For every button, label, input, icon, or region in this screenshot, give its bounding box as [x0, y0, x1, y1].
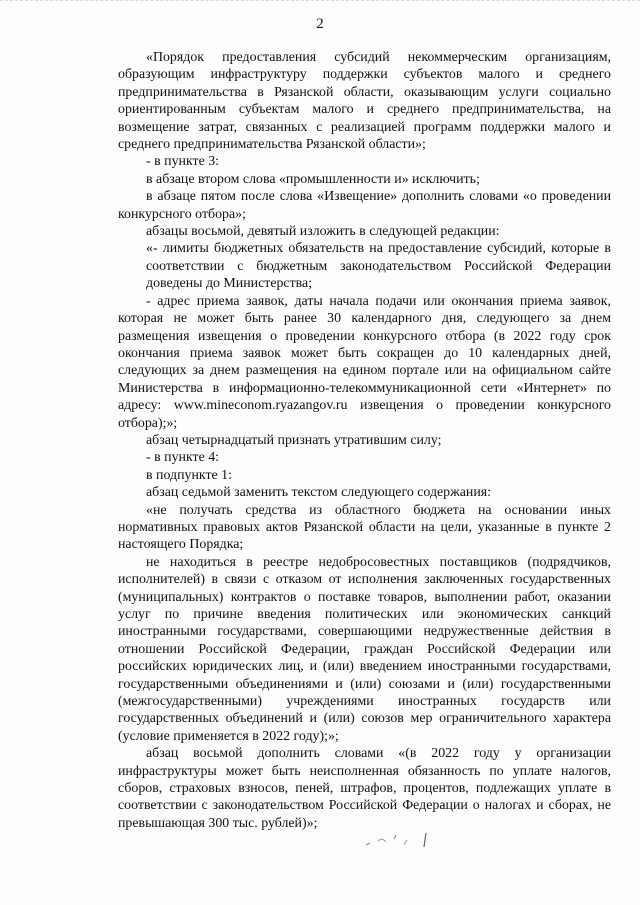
paragraph-point-3: - в пункте 3:: [146, 154, 220, 170]
paragraph-order-title: «Порядок предоставления субсидий некоммерческим организациям, образующим инфраструктуру поддержки субъектов малого и среднего предпринимательства в Рязанской области, оказывающим услуги социально ориентированным субъектам малого и среднего предпринимательства, на возмещение затрат, связанных с реализацией программ поддержки малого и среднего предпринимательства Рязанской области»;: [118, 50, 611, 153]
paragraph-second-abzac: в абзаце втором слова «промышленности и» исключить;: [146, 171, 480, 187]
pen-marks: [360, 825, 440, 855]
scan-edge-line: [0, 0, 640, 4]
paragraph-fifth-abzac: в абзаце пятом после слова «Извещение» дополнить словами «о проведении конкурсного отбора»;: [118, 189, 611, 222]
paragraph-eighth-add: абзац восьмой дополнить словами «(в 2022 году у организации инфраструктуры может быть неисполненная обязанность по уплате налогов, сборов, страховых взносов, пеней, штрафов, процентов, подлежащих уплате в соответствии с законодательством Российской Федерации о налогах и сборах, не превышающая 300 тыс. рублей)»;: [118, 746, 611, 831]
paragraph-seventh-replace: абзац седьмой заменить текстом следующего содержания:: [146, 485, 492, 501]
paragraph-address: - адрес приема заявок, даты начала подачи или окончания приема заявок, которая не может быть ранее 30 календарного дня, следующего за днем размещения извещения о проведении конкурсного отбора (в 2022 году срок окончания приема заявок может быть сокращен до 10 календарных дней, следующих за днем размещения на едином портале или на официальном сайте Министерства в информационно-телекоммуникационной сети «Интернет» по адресу: www.mineconom.ryazangov.ru извещения о проведении конкурсного отбора);»;: [118, 293, 611, 431]
paragraph-not-receive: «не получать средства из областного бюджета на основании иных нормативных правовых актов Рязанской области на цели, указанные в пункте 2 настоящего Порядка;: [118, 502, 611, 553]
paragraph-registry: не находиться в реестре недобросовестных поставщиков (подрядчиков, исполнителей) в связи с отказом от исполнения заключенных государственных (муниципальных) контрактов о поставке товаров, выполнении работ, оказании услуг по причине введения политических или экономических санкций иностранными государствами, совершающими недружественные действия в отношении Российской Федерации, граждан Российской Федерации или российских юридических лиц, и (или) введением иностранными государствами, государственными объединениями и (или) союзами и (или) государственными (межгосударственными) учреждениями иностранных государств или государственных объединений и (или) союзов мер ограничительного характера (условие применяется в 2022 году);»;: [118, 554, 611, 744]
paragraph-limits: «- лимиты бюджетных обязательств на предоставление субсидий, которые в соответствии с бюджетным законодательством Российской Федерации доведены до Министерства;: [146, 241, 611, 292]
document-body: [118, 49, 611, 832]
paragraph-eighth-ninth: абзацы восьмой, девятый изложить в следующей редакции:: [146, 224, 500, 240]
paragraph-point-4: - в пункте 4:: [146, 450, 220, 466]
paragraph-fourteenth: абзац четырнадцатый признать утратившим силу;: [146, 432, 442, 448]
page-number: 2: [316, 16, 324, 32]
paragraph-subpoint-1: в подпункте 1:: [146, 467, 232, 483]
